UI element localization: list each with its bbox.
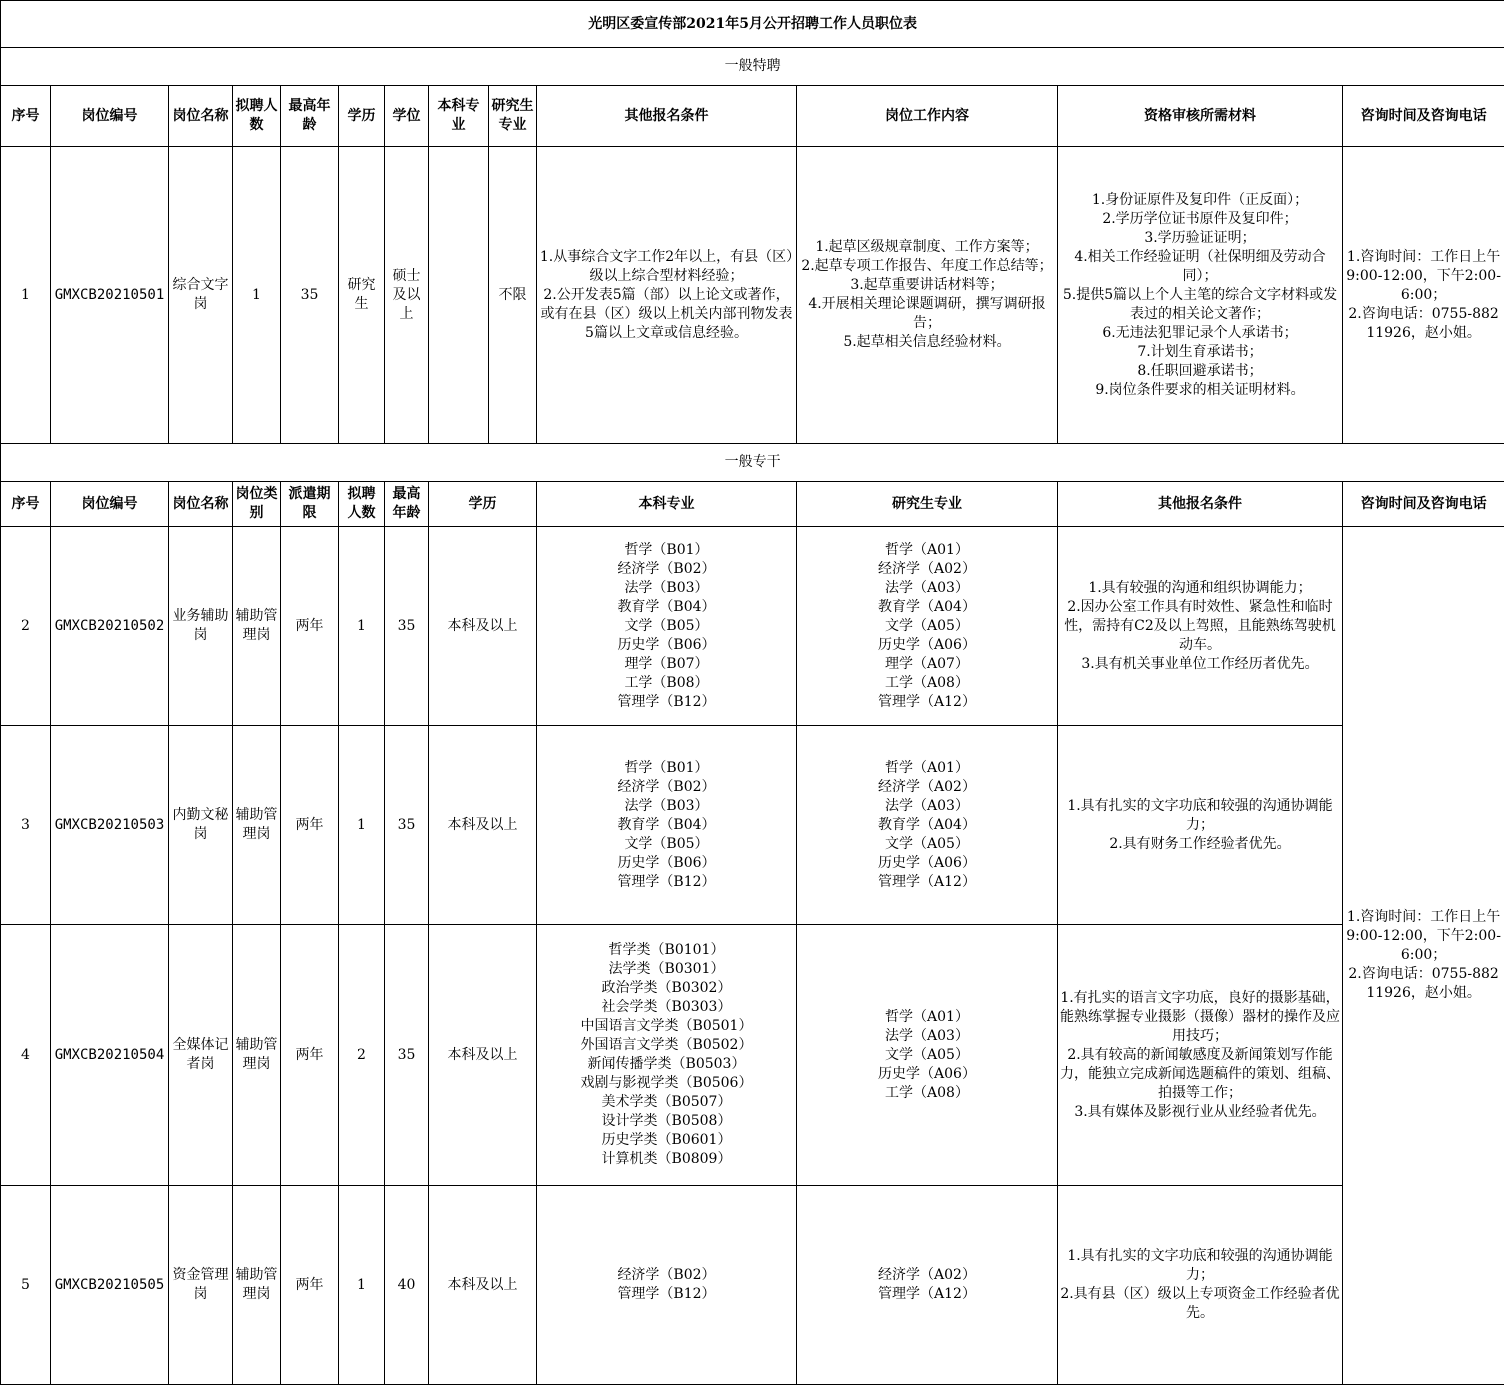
header-cell: 岗位编号	[51, 86, 169, 147]
header-cell: 岗位名称	[169, 86, 233, 147]
header-cell: 学历	[339, 86, 385, 147]
count-cell: 1	[233, 147, 281, 444]
table-row	[1, 726, 1504, 925]
age-cell: 35	[281, 147, 339, 444]
post-name-cell: 综合文字岗	[169, 147, 233, 444]
header-cell: 学位	[385, 86, 429, 147]
header-cell: 拟聘人数	[233, 86, 281, 147]
post-name-cell: 全媒体记者岗	[169, 925, 233, 1186]
conditions-cell: 1.从事综合文字工作2年以上，有县（区）级以上综合型材料经验； 2.公开发表5篇（部）以上论文或著作，或有在县（区）级以上机关内部刊物发表5篇以上文章或信息经验。	[537, 147, 797, 444]
post-name-cell: 业务辅助岗	[169, 527, 233, 726]
seq-cell: 1	[1, 147, 51, 444]
conditions-cell: 1.有扎实的语言文字功底，良好的摄影基础，能熟练掌握专业摄影（摄像）器材的操作及应用技巧； 2.具有较高的新闻敏感度及新闻策划写作能力，能独立完成新闻选题稿件的策划、组稿、拍摄等工作； 3.具有媒体及影视行业从业经验者优先。	[1058, 925, 1343, 1186]
undergrad-major-cell	[429, 147, 489, 444]
seq-cell: 4	[1, 925, 51, 1186]
count-cell: 1	[339, 1186, 385, 1385]
term-cell: 两年	[281, 726, 339, 925]
age-cell: 35	[385, 925, 429, 1186]
post-type-cell: 辅助管理岗	[233, 925, 281, 1186]
post-code-cell: GMXCB20210502	[51, 527, 169, 726]
term-cell: 两年	[281, 1186, 339, 1385]
header-cell: 最高年龄	[281, 86, 339, 147]
header-cell: 其他报名条件	[537, 86, 797, 147]
undergrad-major-cell: 哲学（B01） 经济学（B02） 法学（B03） 教育学（B04） 文学（B05） 历史学（B06） 理学（B07） 工学（B08） 管理学（B12）	[537, 527, 797, 726]
education-cell: 本科及以上	[429, 527, 537, 726]
post-code-cell: GMXCB20210503	[51, 726, 169, 925]
conditions-cell: 1.具有扎实的文字功底和较强的沟通协调能力； 2.具有县（区）级以上专项资金工作经验者优先。	[1058, 1186, 1343, 1385]
seq-cell: 5	[1, 1186, 51, 1385]
conditions-cell: 1.具有扎实的文字功底和较强的沟通协调能力； 2.具有财务工作经验者优先。	[1058, 726, 1343, 925]
header-cell: 咨询时间及咨询电话	[1343, 482, 1504, 527]
header-cell: 资格审核所需材料	[1058, 86, 1343, 147]
education-cell: 本科及以上	[429, 1186, 537, 1385]
header-cell: 学历	[429, 482, 537, 527]
post-code-cell: GMXCB20210505	[51, 1186, 169, 1385]
education-cell: 研究生	[339, 147, 385, 444]
undergrad-major-cell: 经济学（B02） 管理学（B12）	[537, 1186, 797, 1385]
table-row	[1, 925, 1504, 1186]
post-code-cell: GMXCB20210504	[51, 925, 169, 1186]
header-cell: 本科专业	[429, 86, 489, 147]
count-cell: 1	[339, 726, 385, 925]
education-cell: 本科及以上	[429, 925, 537, 1186]
header-cell: 咨询时间及咨询电话	[1343, 86, 1504, 147]
section-title-general: 一般专干	[1, 444, 1504, 482]
header-cell: 研究生专业	[797, 482, 1058, 527]
header-cell: 最高年龄	[385, 482, 429, 527]
degree-cell: 硕士及以上	[385, 147, 429, 444]
table-row	[1, 1186, 1504, 1385]
header-cell: 岗位名称	[169, 482, 233, 527]
post-type-cell: 辅助管理岗	[233, 1186, 281, 1385]
post-name-cell: 资金管理岗	[169, 1186, 233, 1385]
header-cell: 其他报名条件	[1058, 482, 1343, 527]
education-cell: 本科及以上	[429, 726, 537, 925]
header-cell: 拟聘人数	[339, 482, 385, 527]
post-type-cell: 辅助管理岗	[233, 726, 281, 925]
count-cell: 1	[339, 527, 385, 726]
header-cell: 研究生专业	[489, 86, 537, 147]
term-cell: 两年	[281, 925, 339, 1186]
materials-cell: 1.身份证原件及复印件（正反面）； 2.学历学位证书原件及复印件； 3.学历验证证明； 4.相关工作经验证明（社保明细及劳动合同）； 5.提供5篇以上个人主笔的综合文字材料或发表过的相关论文著作； 6.无违法犯罪记录个人承诺书； 7.计划生育承诺书； 8.任职回避承诺书； 9.岗位条件要求的相关证明材料。	[1058, 147, 1343, 444]
age-cell: 35	[385, 726, 429, 925]
conditions-cell: 1.具有较强的沟通和组织协调能力； 2.因办公室工作具有时效性、紧急性和临时性，需持有C2及以上驾照，且能熟练驾驶机动车。 3.具有机关事业单位工作经历者优先。	[1058, 527, 1343, 726]
contact-cell: 1.咨询时间：工作日上午9:00-12:00，下午2:00-6:00； 2.咨询电话：0755-88211926，赵小姐。	[1343, 147, 1504, 444]
header-cell: 岗位工作内容	[797, 86, 1058, 147]
post-name-cell: 内勤文秘岗	[169, 726, 233, 925]
header-cell: 派遣期限	[281, 482, 339, 527]
page-title: 光明区委宣传部2021年5月公开招聘工作人员职位表	[1, 1, 1504, 48]
header-cell: 岗位编号	[51, 482, 169, 527]
grad-major-cell: 经济学（A02） 管理学（A12）	[797, 1186, 1058, 1385]
age-cell: 35	[385, 527, 429, 726]
term-cell: 两年	[281, 527, 339, 726]
seq-cell: 3	[1, 726, 51, 925]
duties-cell: 1.起草区级规章制度、工作方案等； 2.起草专项工作报告、年度工作总结等； 3.起草重要讲话材料等； 4.开展相关理论课题调研，撰写调研报告； 5.起草相关信息经验材料。	[797, 147, 1058, 444]
section-title-special: 一般特聘	[1, 48, 1504, 86]
grad-major-cell: 哲学（A01） 经济学（A02） 法学（A03） 教育学（A04） 文学（A05） 历史学（A06） 管理学（A12）	[797, 726, 1058, 925]
undergrad-major-cell: 哲学类（B0101） 法学类（B0301） 政治学类（B0302） 社会学类（B0303） 中国语言文学类（B0501） 外国语言文学类（B0502） 新闻传播学类（B0503） 戏剧与影视学类（B0506） 美术学类（B0507） 设计学类（B0508） 历史学类（B0601） 计算机类（B0809）	[537, 925, 797, 1186]
header-cell: 序号	[1, 86, 51, 147]
grad-major-cell: 哲学（A01） 法学（A03） 文学（A05） 历史学（A06） 工学（A08）	[797, 925, 1058, 1186]
header-cell: 岗位类别	[233, 482, 281, 527]
header-cell: 本科专业	[537, 482, 797, 527]
post-type-cell: 辅助管理岗	[233, 527, 281, 726]
undergrad-major-cell: 哲学（B01） 经济学（B02） 法学（B03） 教育学（B04） 文学（B05） 历史学（B06） 管理学（B12）	[537, 726, 797, 925]
header-cell: 序号	[1, 482, 51, 527]
contact-cell: 1.咨询时间：工作日上午9:00-12:00，下午2:00-6:00； 2.咨询电话：0755-88211926，赵小姐。	[1343, 527, 1504, 1385]
age-cell: 40	[385, 1186, 429, 1385]
count-cell: 2	[339, 925, 385, 1186]
table-row	[1, 147, 1504, 444]
grad-major-cell: 哲学（A01） 经济学（A02） 法学（A03） 教育学（A04） 文学（A05） 历史学（A06） 理学（A07） 工学（A08） 管理学（A12）	[797, 527, 1058, 726]
post-code-cell: GMXCB20210501	[51, 147, 169, 444]
seq-cell: 2	[1, 527, 51, 726]
grad-major-cell: 不限	[489, 147, 537, 444]
table-row	[1, 527, 1504, 726]
